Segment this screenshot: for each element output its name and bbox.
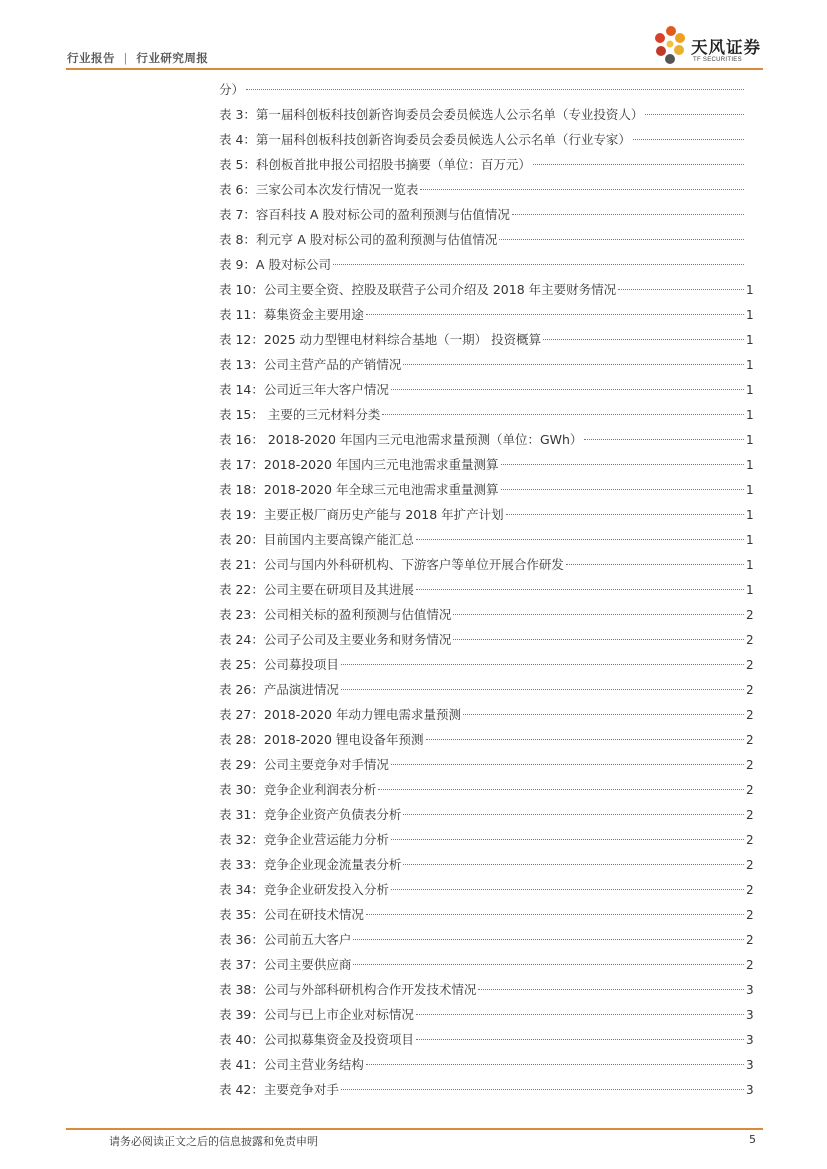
- toc-entry-page: 1: [746, 383, 754, 397]
- toc-entry[interactable]: [219, 602, 752, 627]
- toc-dot-leader: [453, 639, 744, 640]
- toc-dot-leader: [416, 1039, 744, 1040]
- toc-entry-label: 表 33：竞争企业现金流量表分析: [219, 857, 402, 872]
- toc-entry-label: 表 19：主要正极厂商历史产能与 2018 年扩产计划: [219, 507, 504, 522]
- toc-entry[interactable]: [219, 777, 752, 802]
- toc-entry[interactable]: [219, 502, 752, 527]
- toc-entry[interactable]: [219, 177, 752, 202]
- logo-chinese-name: 天风证券: [691, 38, 761, 57]
- toc-entry[interactable]: [219, 127, 752, 152]
- toc-dot-leader: [366, 314, 744, 315]
- toc-dot-leader: [403, 864, 744, 865]
- toc-entry[interactable]: [219, 427, 752, 452]
- toc-dot-leader: [633, 139, 744, 140]
- toc-entry-label: 表 16： 2018-2020 年国内三元电池需求量预测（单位：GWh）: [219, 432, 583, 447]
- toc-dot-leader: [246, 89, 744, 90]
- toc-entry-page: 2: [746, 958, 754, 972]
- toc-dot-leader: [463, 714, 744, 715]
- toc-dot-leader: [426, 739, 745, 740]
- toc-dot-leader: [333, 264, 744, 265]
- toc-dot-leader: [391, 889, 744, 890]
- company-logo: [649, 24, 767, 68]
- toc-entry-label: 表 11：募集资金主要用途: [219, 307, 364, 322]
- footer-disclaimer: 请务必阅读正文之后的信息披露和免责申明: [109, 1135, 318, 1148]
- toc-dot-leader: [403, 364, 744, 365]
- toc-dot-leader: [391, 839, 744, 840]
- toc-entry[interactable]: [219, 102, 752, 127]
- toc-dot-leader: [533, 164, 744, 165]
- footer-page-number: 5: [749, 1133, 756, 1146]
- toc-entry[interactable]: [219, 1027, 752, 1052]
- toc-entry[interactable]: [219, 1002, 752, 1027]
- toc-dot-leader: [366, 914, 744, 915]
- toc-entry[interactable]: [219, 377, 752, 402]
- toc-entry-label: 表 8：利元亨 A 股对标公司的盈利预测与估值情况: [219, 232, 498, 247]
- header-breadcrumb: [67, 50, 208, 66]
- toc-entry-page: 2: [746, 783, 754, 797]
- toc-entry[interactable]: [219, 627, 752, 652]
- toc-entry-label: 表 6：三家公司本次发行情况一览表: [219, 182, 419, 197]
- toc-entry-page: 1: [746, 308, 754, 322]
- toc-entry-page: 2: [746, 633, 754, 647]
- toc-entry-page: 1: [746, 458, 754, 472]
- toc-entry-page: 1: [746, 583, 754, 597]
- toc-entry[interactable]: [219, 327, 752, 352]
- toc-entry-label: 表 38：公司与外部科研机构合作开发技术情况: [219, 982, 477, 997]
- toc-entry-label: 分）: [219, 82, 245, 97]
- toc-entry[interactable]: [219, 577, 752, 602]
- toc-dot-leader: [403, 814, 744, 815]
- toc-entry-page: 2: [746, 808, 754, 822]
- toc-entry-label: 表 24：公司子公司及主要业务和财务情况: [219, 632, 452, 647]
- toc-entry-label: 表 30：竞争企业利润表分析: [219, 782, 377, 797]
- toc-dot-leader: [353, 964, 744, 965]
- toc-entry-page: 1: [746, 333, 754, 347]
- toc-entry-label: 表 5：科创板首批申报公司招股书摘要（单位：百万元）: [219, 157, 531, 172]
- toc-entry-label: 表 13：公司主营产品的产销情况: [219, 357, 402, 372]
- toc-entry-label: 表 15： 主要的三元材料分类: [219, 407, 381, 422]
- toc-entry[interactable]: [219, 652, 752, 677]
- header-separator: |: [123, 51, 128, 65]
- toc-entry-page: 1: [746, 433, 754, 447]
- toc-dot-leader: [382, 414, 744, 415]
- toc-entry[interactable]: [219, 277, 752, 302]
- toc-entry-label: 表 17：2018-2020 年国内三元电池需求重量测算: [219, 457, 499, 472]
- toc-entry[interactable]: [219, 527, 752, 552]
- toc-entry[interactable]: [219, 802, 752, 827]
- toc-entry-label: 表 32：竞争企业营运能力分析: [219, 832, 389, 847]
- toc-entry-page: 2: [746, 608, 754, 622]
- toc-dot-leader: [499, 239, 744, 240]
- toc-entry-label: 表 41：公司主营业务结构: [219, 1057, 364, 1072]
- toc-entry-label: 表 10：公司主要全资、控股及联营子公司介绍及 2018 年主要财务情况: [219, 282, 617, 297]
- toc-entry[interactable]: [219, 852, 752, 877]
- toc-entry-page: 3: [746, 1058, 754, 1072]
- toc-entry-page: 2: [746, 858, 754, 872]
- toc-entry-page: 1: [746, 508, 754, 522]
- toc-entry[interactable]: [219, 952, 752, 977]
- logo-flower-icon: [649, 24, 691, 68]
- toc-entry[interactable]: [219, 302, 752, 327]
- toc-entry[interactable]: [219, 902, 752, 927]
- toc-dot-leader: [543, 339, 744, 340]
- toc-entry-page: 2: [746, 708, 754, 722]
- toc-entry[interactable]: [219, 252, 752, 277]
- logo-english-name: TF SECURITIES: [693, 57, 742, 63]
- toc-entry-label: 表 14：公司近三年大客户情况: [219, 382, 389, 397]
- toc-entry-page: 1: [746, 283, 754, 297]
- toc-entry[interactable]: [219, 202, 752, 227]
- toc-dot-leader: [416, 1014, 744, 1015]
- toc-entry-page: 3: [746, 983, 754, 997]
- toc-entry-label: 表 35：公司在研技术情况: [219, 907, 364, 922]
- toc-entry[interactable]: [219, 352, 752, 377]
- toc-entry[interactable]: [219, 677, 752, 702]
- toc-dot-leader: [618, 289, 744, 290]
- toc-dot-leader: [584, 439, 744, 440]
- toc-entry-page: 3: [746, 1008, 754, 1022]
- toc-entry[interactable]: [219, 552, 752, 577]
- header-category: 行业报告: [67, 51, 115, 65]
- toc-dot-leader: [420, 189, 744, 190]
- toc-dot-leader: [506, 514, 744, 515]
- toc-entry[interactable]: [219, 152, 752, 177]
- toc-entry-label: 表 28：2018-2020 锂电设备年预测: [219, 732, 424, 747]
- toc-dot-leader: [645, 114, 744, 115]
- toc-entry-label: 表 4：第一届科创板科技创新咨询委员会委员候选人公示名单（行业专家）: [219, 132, 631, 147]
- toc-entry[interactable]: [219, 402, 752, 427]
- toc-entry-label: 表 34：竞争企业研发投入分析: [219, 882, 389, 897]
- toc-entry[interactable]: [219, 927, 752, 952]
- toc-entry-page: 2: [746, 833, 754, 847]
- toc-entry-page: 2: [746, 908, 754, 922]
- toc-dot-leader: [391, 389, 744, 390]
- toc-entry-label: 表 40：公司拟募集资金及投资项目: [219, 1032, 414, 1047]
- toc-entry[interactable]: [219, 877, 752, 902]
- toc-entry-label: 表 31：竞争企业资产负债表分析: [219, 807, 402, 822]
- toc-dot-leader: [366, 1064, 744, 1065]
- toc-dot-leader: [566, 564, 744, 565]
- toc-entry-label: 表 21：公司与国内外科研机构、下游客户等单位开展合作研发: [219, 557, 564, 572]
- toc-dot-leader: [353, 939, 744, 940]
- toc-entry[interactable]: [219, 727, 752, 752]
- toc-entry-page: 2: [746, 933, 754, 947]
- toc-entry[interactable]: [219, 1052, 752, 1077]
- toc-entry-page: 1: [746, 408, 754, 422]
- toc-entry-page: 2: [746, 683, 754, 697]
- toc-entry-page: 1: [746, 483, 754, 497]
- toc-entry-label: 表 7：容百科技 A 股对标公司的盈利预测与估值情况: [219, 207, 510, 222]
- toc-entry[interactable]: [219, 702, 752, 727]
- toc-entry-label: 表 37：公司主要供应商: [219, 957, 352, 972]
- toc-dot-leader: [501, 489, 745, 490]
- footer-divider: [66, 1128, 763, 1130]
- toc-entry-page: 2: [746, 758, 754, 772]
- toc-dot-leader: [453, 614, 744, 615]
- toc-entry-label: 表 42：主要竞争对手: [219, 1082, 339, 1097]
- toc-entry-page: 2: [746, 883, 754, 897]
- toc-dot-leader: [378, 789, 744, 790]
- toc-entry-label: 表 18：2018-2020 年全球三元电池需求重量测算: [219, 482, 499, 497]
- toc-entry[interactable]: [219, 227, 752, 252]
- toc-dot-leader: [341, 1089, 744, 1090]
- toc-entry-label: 表 20：目前国内主要高镍产能汇总: [219, 532, 414, 547]
- toc-entry-label: 表 9：A 股对标公司: [219, 257, 331, 272]
- toc-entry-page: 3: [746, 1083, 754, 1097]
- table-of-contents: [219, 77, 752, 1102]
- toc-dot-leader: [416, 539, 744, 540]
- toc-entry-label: 表 25：公司募投项目: [219, 657, 339, 672]
- toc-dot-leader: [512, 214, 744, 215]
- page-header: [0, 0, 827, 72]
- toc-entry-label: 表 29：公司主要竞争对手情况: [219, 757, 389, 772]
- toc-dot-leader: [391, 764, 744, 765]
- header-subcategory: 行业研究周报: [136, 51, 209, 65]
- toc-dot-leader: [501, 464, 745, 465]
- toc-entry-label: 表 3：第一届科创板科技创新咨询委员会委员候选人公示名单（专业投资人）: [219, 107, 644, 122]
- toc-entry[interactable]: [219, 477, 752, 502]
- toc-entry[interactable]: [219, 452, 752, 477]
- toc-entry-label: 表 36：公司前五大客户: [219, 932, 352, 947]
- toc-dot-leader: [478, 989, 744, 990]
- toc-entry-page: 3: [746, 1033, 754, 1047]
- toc-entry-label: 表 23：公司相关标的盈利预测与估值情况: [219, 607, 452, 622]
- toc-entry[interactable]: [219, 752, 752, 777]
- toc-entry[interactable]: [219, 977, 752, 1002]
- toc-dot-leader: [341, 689, 744, 690]
- toc-entry-page: 1: [746, 533, 754, 547]
- toc-entry-page: 2: [746, 733, 754, 747]
- toc-entry-page: 1: [746, 558, 754, 572]
- toc-entry[interactable]: [219, 1077, 752, 1102]
- toc-entry-label: 表 26：产品演进情况: [219, 682, 339, 697]
- toc-entry-label: 表 12：2025 动力型锂电材料综合基地（一期） 投资概算: [219, 332, 542, 347]
- header-divider: [66, 68, 763, 70]
- toc-entry-page: 1: [746, 358, 754, 372]
- toc-entry-page: 2: [746, 658, 754, 672]
- toc-dot-leader: [341, 664, 744, 665]
- toc-dot-leader: [416, 589, 744, 590]
- toc-entry[interactable]: [219, 77, 752, 102]
- toc-entry-label: 表 27：2018-2020 年动力锂电需求量预测: [219, 707, 461, 722]
- toc-entry-label: 表 39：公司与已上市企业对标情况: [219, 1007, 414, 1022]
- toc-entry-label: 表 22：公司主要在研项目及其进展: [219, 582, 414, 597]
- toc-entry[interactable]: [219, 827, 752, 852]
